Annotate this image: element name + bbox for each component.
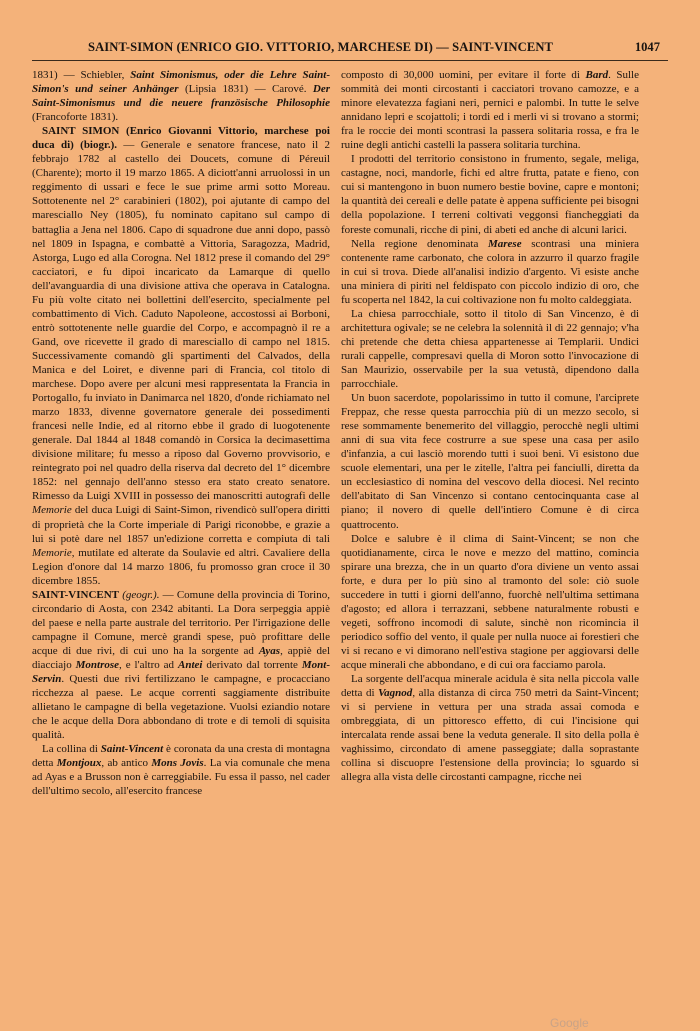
paragraph-bibliography: 1831) — Schiebler, Saint Simonismus, oder die Lehre Saint-Simon's und seiner Anhänger (Lipsia 1831) — Carové. Der Saint-Simonismus und die neuere französische Philosophie (Francoforte 1831).: [32, 69, 330, 124]
watermark: Google: [550, 1016, 589, 1030]
entry-saint-simon: SAINT SIMON (Enrico Giovanni Vittorio, marchese poi duca di) (biogr.). — Generale e senatore francese, nato il 2 febbrajo 1782 al castello dei Doucets, comune di Péreuil (Charente); morto il 19 marzo 1865. A diciott'anni arruolossi in un reggimento di ussari e fece le sue prime armi sotto Moreau. Sottotenente nel 2° carabinieri (1802), poi ajutante di campo del maresciallo Ney (1805), fu nominato capitano sul campo di battaglia a Jena nel 1806. Capo di squadrone due anni dopo, passò nel 1809 in Ispagna, e combattè a Vittoria, Saragozza, Madrid, Astorga, Lugo ed alla Corogna. Nel 1812 prese il comando del 29° cacciatori, e fu dipoi incaricato da Lamarque di quello dell'avanguardia di una divisione attiva che operava in Catalogna. Fu più volte citato nei bollettini dell'esercito, specialmente pel combattimento di Vich. Caduto Napoleone, accostossi ai Borboni, entrò sottotenente nelle guardie del Corpo, e accompagnò il re a Gand, ove ricevette il grado di maresciallo di campo nel 1815. Successivamente comandò gli spartimenti del Calvados, della Manica e del Loiret, e divenne pari di Francia, col titolo di marchese. Dopo avere per alcuni mesi rappresentata la Francia in Portogallo, fu inviato in Danimarca nel 1820, d'onde richiamato nel marzo 1833, divenne governatore generale dei possedimenti francesi nelle Indie, ed al ritorno ebbe il grado di luogotenente generale. Dal 1844 al 1848 comandò in Corsica la decimasettima divisione militare; fu messo a riposo dal Governo provvisorio, e reintegrato poi nel quadro della riserva dal decreto del 1° dicembre 1852: nel gennajo dell'anno stesso era stato creato senatore. Rimesso da Luigi XVIII in possesso dei manoscritti autografi delle Memorie del duca Luigi di Saint-Simon, rivendicò sull'opera diritti di proprietà che la Corte imperiale di Parigi riconobbe, e grazie a lui si potè dare nel 1857 un'edizione corretta e compiuta di tali Memorie, mutilate ed alterate da Soulavie ed altri. Cavaliere della Legion d'onore dal 14 marzo 1806, fu promosso gran croce il 30 dicembre 1855.: [32, 125, 330, 587]
paragraph-chiesa: La chiesa parrocchiale, sotto il titolo di San Vincenzo, è di architettura ogivale; se ne celebra la solennità il dì 22 gennajo; v'ha chi pretende che detta chiesa appartenesse ai Templarii. Undici rurali cappelle, compresavi quella di Moron sotto l'invocazione di San Maurizio, osservabile per la sua vetustà, dipendono dalla parrocchiale.: [341, 307, 639, 391]
entry-saint-vincent: SAINT-VINCENT (geogr.). — Comune della provincia di Torino, circondario di Aosta, con 2342 abitanti. La Dora serpeggia appiè del paese e nella parte australe del territorio. Per l'irrigazione delle campagne il Comune, mercè grandi spese, può profittare delle acque di due rivi, di cui uno ha la sorgente ad Ayas, appiè del diacciajo Montrose, e l'altro ad Antei derivato dal torrente Mont-Servin. Questi due rivi fertilizzano le campagne, e procacciano ricchezza al paese. Le acque correnti saggiamente distribuite allietano le campagne di bella vegetazione. Vuolsi eziandio notare che le acque della Dora abbondano di trote e di temoli di squisita qualità.: [32, 588, 330, 742]
right-column: [341, 68, 639, 784]
paragraph-sacerdote: Un buon sacerdote, popolarissimo in tutto il comune, l'arciprete Freppaz, che resse questa parrocchia più di un mezzo secolo, si rese sommamente benemerito del villaggio, perocchè negli ultimi anni di sua vita fece costrurre a sue spese una casa per asilo d'infanzia, a cui lasciò morendo tutti i suoi beni. Vi esistono due scuole elementari, una per le zitelle, l'altra pei fanciulli, diretta da un ecclesiastico di nomina del vescovo della diocesi. Nel recinto dell'abitato di San Vincenzo si contano centocinquanta case al piano; il novero di quelle dell'intiero Comune è di circa quattrocento.: [341, 392, 639, 531]
left-column: [32, 68, 330, 798]
paragraph-collina: La collina di Saint-Vincent è coronata da una cresta di montagna detta Montjoux, ab antico Mons Jovis. La via comunale che mena ad Ayas e a Brusson non è carreggiabile. Fu essa il passo, nel cader dell'ultimo secolo, all'esercito francese: [32, 743, 331, 798]
paragraph-miniera: Nella regione denominata Marese scontrasi una miniera contenente rame carbonato, che colora in azzurro il quarzo fragile in cui si trova. Diede all'analisi indizio d'argento. Vi esiste anche una miniera di piriti nel feldispato con piccolo indizio di oro, che fu scoperta nel 1842, la cui coltivazione non fu molto caldeggiata.: [341, 237, 639, 306]
entry-heading: SAINT-VINCENT: [32, 588, 120, 601]
entry-heading: SAINT SIMON (Enrico Giovanni Vittorio, marchese poi duca di) (biogr.).: [32, 125, 330, 152]
page-header: [32, 40, 668, 61]
paragraph-sorgente: La sorgente dell'acqua minerale acidula è sita nella piccola valle detta di Vagnod, alla distanza di circa 750 metri da Saint-Vincent; vi si perviene in vettura per una strada assai comoda e ombreggiata, di un pittoresco effetto, di cui l'incisione qui intercalata rende assai bene la veduta generale. Il sito della polla è vaghissimo, circondato di amene passeggiate; dalla soprastante collina si discuopre l'estensione della provincia; lo sguardo si allegra alla vista delle circostanti campagne, ricche nei: [341, 673, 639, 784]
paragraph-clima: Dolce e salubre è il clima di Saint-Vincent; se non che quotidianamente, circa le nove e mezzo del mattino, comincia spirare una brezza, che in un quarto d'ora diviene un vento assai forte, e dura per lo più sino al tramonto del sole: ciò suole succedere in tutti i giorni dell'anno, fuorchè nell'ultima settimana d'agosto; ed allora i terrazzani, sebbene naturalmente robusti e vegeti, soffrono incomodi di salute, sinchè non ricomincia il periodico soffio del vento, il quale per nulla nuoce ai forestieri che vi si recano e vi dimorano nell'estiva stagione per aggiovarsi delle acque minerali che abbondano, e di cui ora facciamo parola.: [341, 532, 639, 671]
paragraph-continuation: composto di 30,000 uomini, per evitare il forte di Bard. Sulle sommità dei monti circostanti i cacciatori trovano camozze, e a minore elevatezza fagiani neri, pernici e palombi. In tutte le selve annidano lepri e scojattoli; i tordi ed i merli vi si trovano a stormi; fra le roccie dei monti scontrasi la passera solitaria rossa, e fra le ruine degli antichi castelli la passera solitaria turchina.: [341, 69, 639, 152]
page-number: 1047: [634, 40, 660, 54]
running-title: SAINT-SIMON (ENRICO GIO. VITTORIO, MARCHESE DI) — SAINT-VINCENT: [88, 40, 554, 54]
paragraph-prodotti: I prodotti del territorio consistono in frumento, segale, meliga, castagne, noci, mandorle, fichi ed altre frutta, patate e fieno, con cui si mantengono in buon numero bestie bovine, capre e montoni; la quantità dei cereali e delle patate è appena sufficiente pei bisogni della popolazione. I terreni coltivati veggonsi fiancheggiati da foreste comunali, ricche di pini, di abeti ed anche di alcuni larici.: [341, 153, 639, 236]
